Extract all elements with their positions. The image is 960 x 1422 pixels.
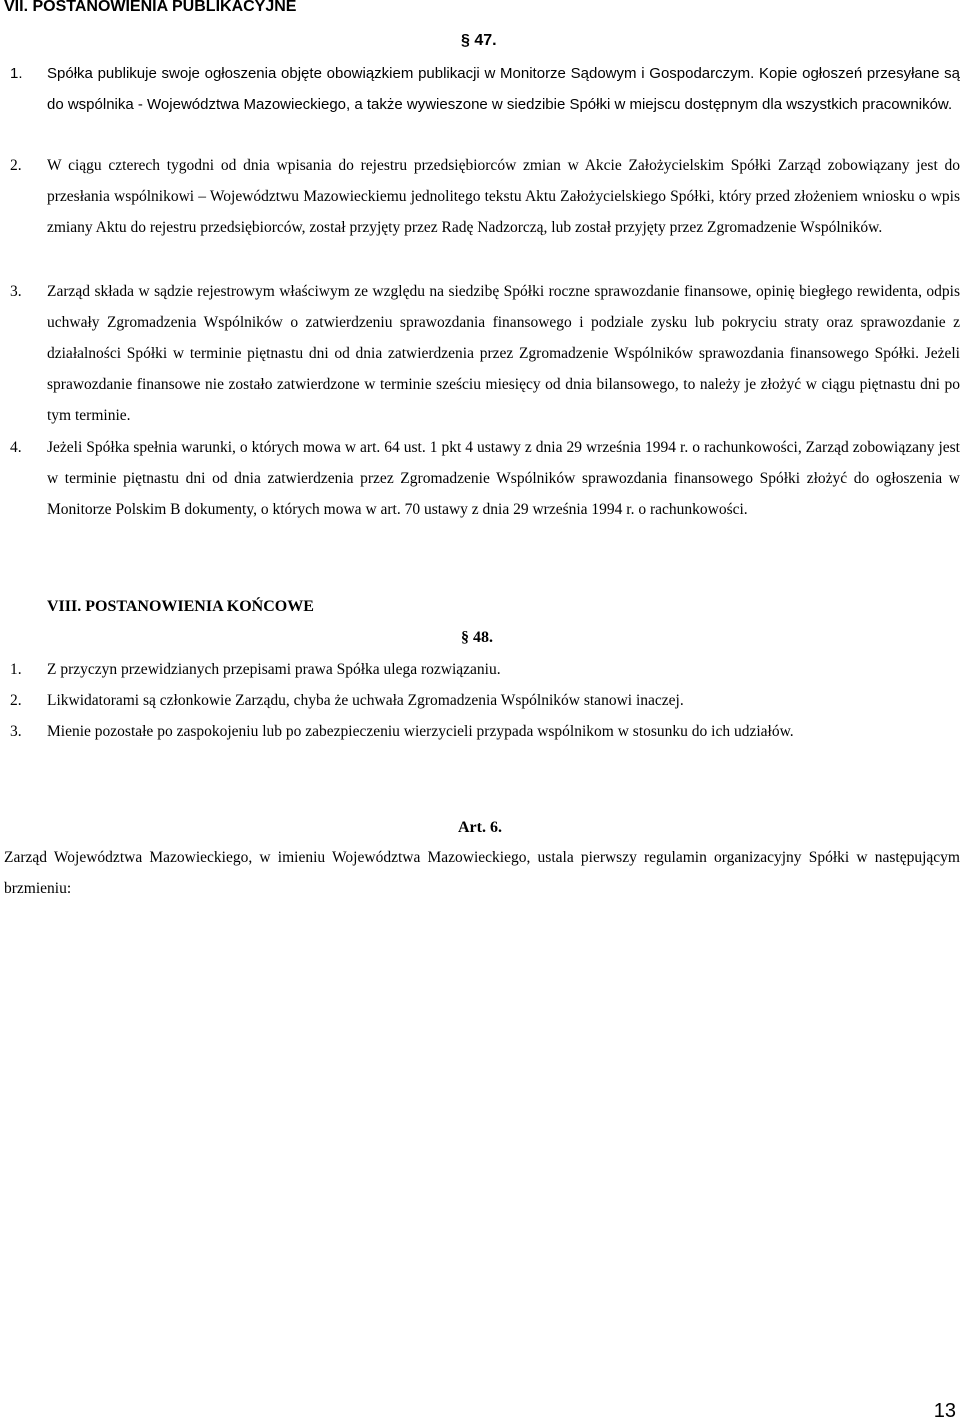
list-item-number: 2. bbox=[10, 157, 22, 174]
list-item-text: Likwidatorami są członkowie Zarządu, chyba że uchwała Zgromadzenia Wspólników stanowi inaczej. bbox=[47, 692, 684, 709]
list-item-text: Zarząd składa w sądzie rejestrowym właściwym ze względu na siedzibę Spółki roczne sprawozdanie finansowe, opinię biegłego rewidenta, odpis uchwały Zgromadzenia Wspólników o zatwierdzeniu sprawozdania finansowego i podziale zysku lub pokryciu straty oraz sprawozdanie z działalności Spółki w terminie piętnastu dni od dnia zatwierdzenia przez Zgromadzenie Wspólników sprawozdania finansowego Spółki. Jeżeli sprawozdanie finansowe nie zostało zatwierdzone w terminie sześciu miesięcy od dnia bilansowego, to należy je złożyć w ciągu piętnastu dni po tym terminie. bbox=[47, 283, 960, 424]
list-item bbox=[10, 660, 960, 680]
paragraph-sign: § 47. bbox=[461, 32, 497, 49]
list-item bbox=[10, 691, 960, 711]
list-item-number: 1. bbox=[10, 65, 23, 82]
list-item-number: 3. bbox=[10, 723, 22, 740]
paragraph-sign: § 48. bbox=[461, 629, 493, 646]
list-item-text: Z przyczyn przewidzianych przepisami prawa Spółka ulega rozwiązaniu. bbox=[47, 661, 501, 678]
list-item-number: 2. bbox=[10, 692, 22, 709]
article-title: Art. 6. bbox=[458, 819, 502, 836]
section-heading: VII. POSTANOWIENIA PUBLIKACYJNE bbox=[4, 0, 297, 15]
page-number: 13 bbox=[933, 1400, 956, 1422]
list-item-text: Jeżeli Spółka spełnia warunki, o których mowa w art. 64 ust. 1 pkt 4 ustawy z dnia 29 września 1994 r. o rachunkowości, Zarząd zobowiązany jest w terminie piętnastu dni od dnia zatwierdzenia przez Zgromadzenie Wspólników sprawozdania finansowego Spółki złożyć do ogłoszenia w Monitorze Polskim B dokumenty, o których mowa w art. 70 ustawy z dnia 29 września 1994 r. o rachunkowości. bbox=[47, 439, 960, 518]
list-item bbox=[10, 722, 960, 742]
list-item-text: W ciągu czterech tygodni od dnia wpisania do rejestru przedsiębiorców zmian w Akcie Założycielskim Spółki Zarząd zobowiązany jest do przesłania wspólnikowi – Województwu Mazowieckiemu jednolitego tekstu Aktu Założycielskiego Spółki, który przed złożeniem wniosku o wpis zmiany Aktu do rejestru przedsiębiorców, został przyjęty przez Radę Nadzorczą, lub został przyjęty przez Zgromadzenie Wspólników. bbox=[47, 157, 960, 236]
list-item-number: 3. bbox=[10, 283, 22, 300]
list-item-number: 4. bbox=[10, 439, 22, 456]
list-item bbox=[10, 432, 960, 525]
list-item bbox=[10, 150, 960, 243]
article-text: Zarząd Województwa Mazowieckiego, w imieniu Województwa Mazowieckiego, ustala pierwszy regulamin organizacyjny Spółki w następującym brzmieniu: bbox=[4, 849, 960, 897]
list-item bbox=[10, 58, 960, 120]
list-item bbox=[10, 276, 960, 431]
list-item-text: Spółka publikuje swoje ogłoszenia objęte obowiązkiem publikacji w Monitorze Sądowym i Gospodarczym. Kopie ogłoszeń przesyłane są do wspólnika - Województwa Mazowieckiego, a także wywieszone w siedzibie Spółki w miejscu dostępnym dla wszystkich pracowników. bbox=[47, 65, 960, 113]
list-item-text: Mienie pozostałe po zaspokojeniu lub po zabezpieczeniu wierzycieli przypada wspólnikom w stosunku do ich udziałów. bbox=[47, 723, 794, 740]
list-item-number: 1. bbox=[10, 661, 22, 678]
section-heading: VIII. POSTANOWIENIA KOŃCOWE bbox=[47, 598, 314, 615]
